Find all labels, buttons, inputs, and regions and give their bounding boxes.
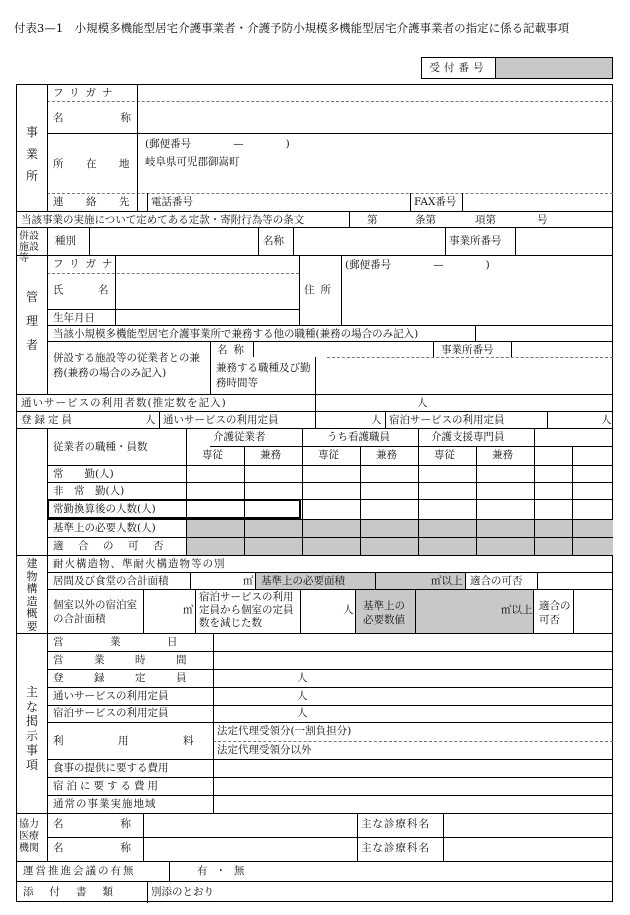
attachment-label: 添付書類 — [23, 886, 129, 898]
stay-cap-unit: 人 — [601, 414, 612, 426]
receipt-number-label: 受付番号 — [422, 58, 496, 78]
attached-number-label: 事業所番号 — [449, 235, 502, 247]
commute-cap-unit: 人 — [371, 414, 382, 426]
main-registered-unit: 人 — [297, 672, 308, 684]
main-registered-label: 登 録 定 員 — [53, 672, 197, 684]
staff-row-parttime: 非 常 勤(人) — [53, 485, 125, 497]
attached-facility-label: 併設施設等 — [19, 231, 39, 264]
private-rooms-unit: ㎡ — [183, 604, 194, 616]
lodging-cost-label: 宿泊に要する費用 — [53, 780, 161, 792]
living-area-label: 居間及び食堂の合計面積 — [53, 575, 169, 587]
staff-sub-care-full: 専従 — [202, 449, 223, 461]
building-fireproof-label: 耐火構造物、準耐火構造物等の別 — [53, 558, 226, 570]
office-tel-label: 電話番号 — [151, 196, 193, 208]
manager-name-label: 氏 名 — [53, 284, 121, 296]
medical-name-label-2: 名 称 — [53, 842, 143, 854]
business-hours-label: 営 業 時 間 — [53, 654, 197, 666]
stay-minus-label: 宿泊サービスの利用定員から個室の定員数を減じた数 — [199, 591, 294, 629]
office-location-label: 所 在 地 — [53, 158, 136, 170]
building-section-label: 建物構造概要 — [26, 557, 38, 633]
staff-group-cm: 介護支援専門員 — [431, 431, 505, 443]
office-furigana-label: フリガナ — [53, 87, 119, 99]
staff-sub-cm-part: 兼務 — [492, 449, 513, 461]
manager-furigana-label: フリガナ — [53, 258, 119, 270]
registered-cap-label: 登録定員 — [21, 414, 75, 426]
commute-cap-label: 通いサービスの利用定員 — [163, 414, 279, 426]
rules-article-gou: 号 — [537, 214, 548, 226]
main-stay-unit: 人 — [297, 707, 308, 719]
staff-row-fte: 常勤換算後の人数(人) — [53, 503, 156, 515]
page-title: 付表3—1 小規模多機能型居宅介護事業者・介護予防小規模多機能型居宅介護事業者の指定に係る記載事項 — [14, 21, 570, 35]
fee-other-label: 法定代理受領分以外 — [217, 744, 312, 756]
service-area-label: 通常の事業実施地域 — [53, 798, 157, 810]
meeting-value[interactable]: 有・無 — [197, 865, 253, 877]
staff-row-suitability: 適 合 の 可 否 — [53, 540, 166, 552]
main-commute-unit: 人 — [297, 690, 308, 702]
manager-postal-code: (郵便番号 — ) — [345, 259, 490, 271]
rules-article-label: 当該事業の実施について定めてある定款・寄附行為等の条文 — [21, 214, 305, 226]
main-commute-label: 通いサービスの利用定員 — [53, 690, 169, 702]
value-suitability-label: 適合の可否 — [539, 600, 571, 626]
fee-label: 利 用 料 — [53, 735, 216, 747]
required-area-unit: ㎡以上 — [431, 575, 463, 587]
attached-name-label: 名称 — [263, 235, 284, 247]
office-address: 岐阜県可児郡御嵩町 — [145, 156, 240, 168]
manager-birth-label: 生年月日 — [53, 312, 95, 324]
rules-article-kou: 項第 — [475, 214, 496, 226]
rules-article-jou: 条第 — [415, 214, 436, 226]
staff-sub-cm-full: 専従 — [434, 449, 455, 461]
living-area-unit: ㎡ — [243, 575, 254, 587]
private-rooms-label: 個室以外の宿泊室の合計面積 — [53, 599, 137, 625]
manager-att-job-label: 兼務する職種及び勤務時間等 — [216, 362, 311, 389]
receipt-number-field[interactable] — [496, 58, 612, 78]
staff-group-care: 介護従業者 — [213, 431, 266, 443]
office-fax-label: FAX番号 — [414, 196, 457, 208]
commute-users-label: 通いサービスの利用者数(推定数を記入) — [21, 397, 227, 409]
medical-section-label: 協力医療機関 — [19, 819, 39, 854]
office-contact-label: 連 絡 先 — [53, 196, 136, 208]
form-table — [16, 84, 613, 902]
fee-proxy-label: 法定代理受領分(一割負担分) — [217, 725, 352, 737]
stay-cap-label: 宿泊サービスの利用定員 — [389, 414, 505, 426]
attachment-value: 別添のとおり — [151, 886, 214, 898]
staff-sub-nurse-part: 兼務 — [376, 449, 397, 461]
attached-type-label: 種別 — [55, 235, 76, 247]
main-postings-label: 主な掲示事項 — [25, 685, 38, 772]
required-value-label: 基準上の必要数値 — [363, 600, 405, 626]
staff-header-label: 従業者の職種・員数 — [53, 441, 148, 453]
office-name-label: 名 称 — [53, 112, 143, 124]
staff-row-required: 基準上の必要人数(人) — [53, 522, 156, 534]
staff-sub-nurse-full: 専従 — [318, 449, 339, 461]
manager-att-number-label: 事業所番号 — [441, 344, 494, 356]
office-section-label: 事業所 — [25, 125, 38, 183]
meeting-label: 運営推進会議の有無 — [23, 865, 136, 877]
medical-name-label-1: 名 称 — [53, 818, 143, 830]
manager-other-job-label: 当該小規模多機能型居宅介護事業所で兼務する他の職種(兼務の場合のみ記入) — [53, 328, 419, 340]
main-stay-label: 宿泊サービスの利用定員 — [53, 707, 169, 719]
manager-section-label: 管理者 — [25, 290, 38, 352]
staff-group-nurse: うち看護職員 — [327, 431, 390, 443]
required-area-label: 基準上の必要面積 — [261, 575, 345, 587]
stay-minus-unit: 人 — [343, 604, 354, 616]
medical-dept-label-1: 主な診療科名 — [361, 818, 430, 830]
registered-cap-unit: 人 — [145, 414, 156, 426]
manager-att-name-label: 名称 — [217, 344, 250, 356]
commute-users-unit: 人 — [417, 397, 428, 409]
manager-address-label: 住所 — [304, 284, 337, 296]
business-days-label: 営 業 日 — [53, 636, 196, 648]
medical-dept-label-2: 主な診療科名 — [361, 842, 430, 854]
receipt-number — [421, 57, 613, 79]
required-value-unit: ㎡以上 — [501, 604, 533, 616]
meal-cost-label: 食事の提供に要する費用 — [53, 762, 169, 774]
area-suitability-label: 適合の可否 — [470, 575, 523, 587]
staff-sub-care-part: 兼務 — [260, 449, 281, 461]
office-postal-code: (郵便番号 — ) — [145, 138, 290, 150]
rules-article-dai: 第 — [367, 214, 378, 226]
manager-attached-staff-label: 併設する施設等の従業者との兼務(兼務の場合のみ記入) — [53, 352, 200, 379]
staff-row-fulltime: 常 勤(人) — [53, 468, 114, 480]
